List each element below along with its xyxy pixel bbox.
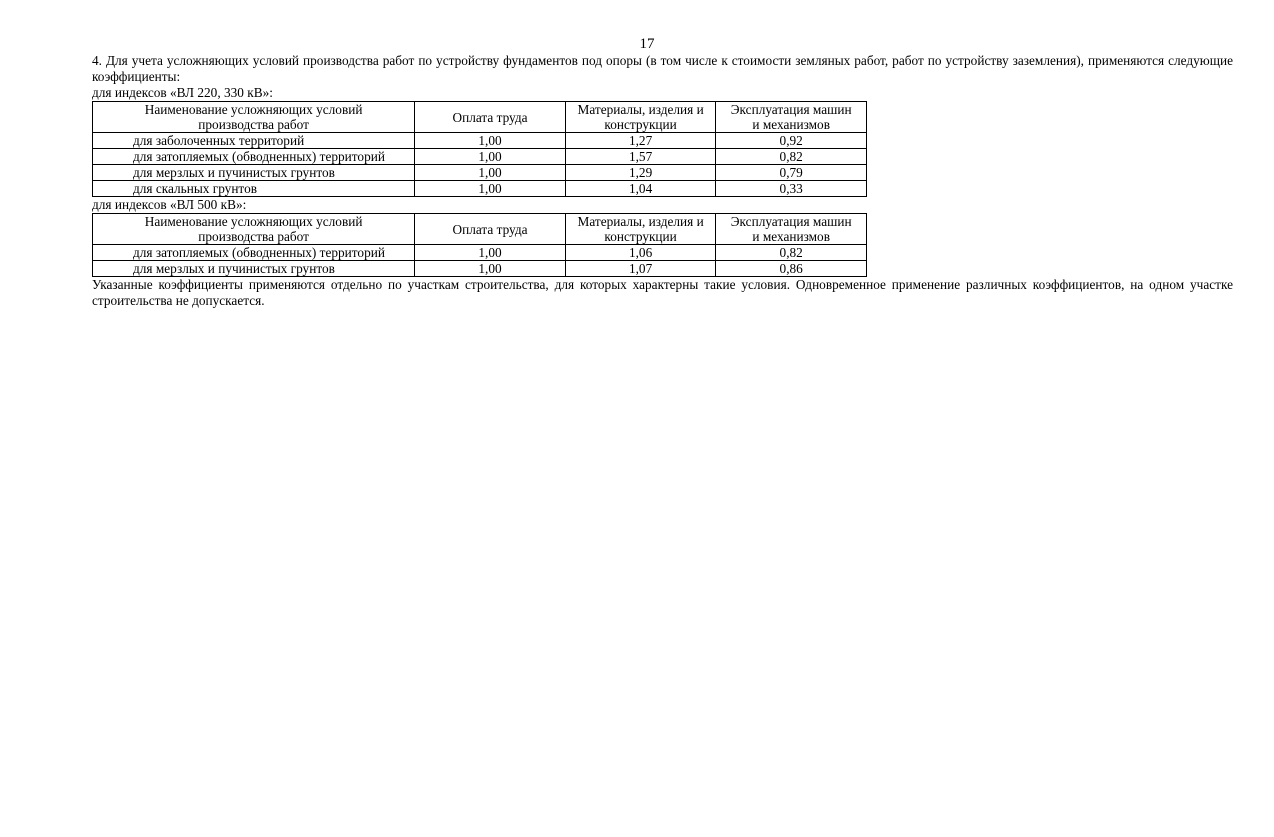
machines-value: 0,33 — [716, 181, 867, 197]
labor-value: 1,00 — [415, 181, 566, 197]
page-number: 17 — [639, 36, 655, 52]
table1-caption: для индексов «ВЛ 220, 330 кВ»: — [92, 85, 273, 100]
labor-value: 1,00 — [415, 261, 566, 277]
materials-value: 1,27 — [565, 133, 716, 149]
labor-value: 1,00 — [415, 149, 566, 165]
condition-name: для мерзлых и пучинистых грунтов — [93, 261, 415, 277]
coefficients-table-220-330 — [92, 101, 867, 197]
coefficients-table-500 — [92, 213, 867, 277]
header-conditions: Наименование усложняющих условий производства работ — [93, 102, 415, 133]
header-labor: Оплата труда — [415, 214, 566, 245]
header-conditions: Наименование усложняющих условий производства работ — [93, 214, 415, 245]
table-header-row — [93, 214, 867, 245]
materials-value: 1,07 — [565, 261, 716, 277]
note-paragraph: Указанные коэффициенты применяются отдельно по участкам строительства, для которых характерны такие условия. Одновременное применение различных коэффициентов, на одном участке строительства не допускается. — [92, 277, 1233, 308]
table-row — [93, 149, 867, 165]
header-machines: Эксплуатация машин и механизмов — [716, 102, 867, 133]
machines-value: 0,86 — [716, 261, 867, 277]
header-labor: Оплата труда — [415, 102, 566, 133]
header-materials: Материалы, изделия и конструкции — [565, 214, 716, 245]
condition-name: для затопляемых (обводненных) территорий — [93, 149, 415, 165]
table-header-row — [93, 102, 867, 133]
materials-value: 1,06 — [565, 245, 716, 261]
table2-caption: для индексов «ВЛ 500 кВ»: — [92, 197, 247, 212]
intro-paragraph: 4. Для учета усложняющих условий производства работ по устройству фундаментов под опоры (в том числе к стоимости земляных работ, работ по устройству заземления), применяются следующие коэффициенты: — [92, 53, 1233, 84]
condition-name: для скальных грунтов — [93, 181, 415, 197]
table-row — [93, 261, 867, 277]
table-row — [93, 181, 867, 197]
labor-value: 1,00 — [415, 245, 566, 261]
materials-value: 1,57 — [565, 149, 716, 165]
labor-value: 1,00 — [415, 133, 566, 149]
machines-value: 0,92 — [716, 133, 867, 149]
machines-value: 0,79 — [716, 165, 867, 181]
materials-value: 1,04 — [565, 181, 716, 197]
table-row — [93, 245, 867, 261]
header-machines: Эксплуатация машин и механизмов — [716, 214, 867, 245]
condition-name: для мерзлых и пучинистых грунтов — [93, 165, 415, 181]
header-materials: Материалы, изделия и конструкции — [565, 102, 716, 133]
materials-value: 1,29 — [565, 165, 716, 181]
table-row — [93, 165, 867, 181]
condition-name: для затопляемых (обводненных) территорий — [93, 245, 415, 261]
table-row — [93, 133, 867, 149]
machines-value: 0,82 — [716, 149, 867, 165]
labor-value: 1,00 — [415, 165, 566, 181]
document-body — [92, 53, 1233, 309]
condition-name: для заболоченных территорий — [93, 133, 415, 149]
machines-value: 0,82 — [716, 245, 867, 261]
